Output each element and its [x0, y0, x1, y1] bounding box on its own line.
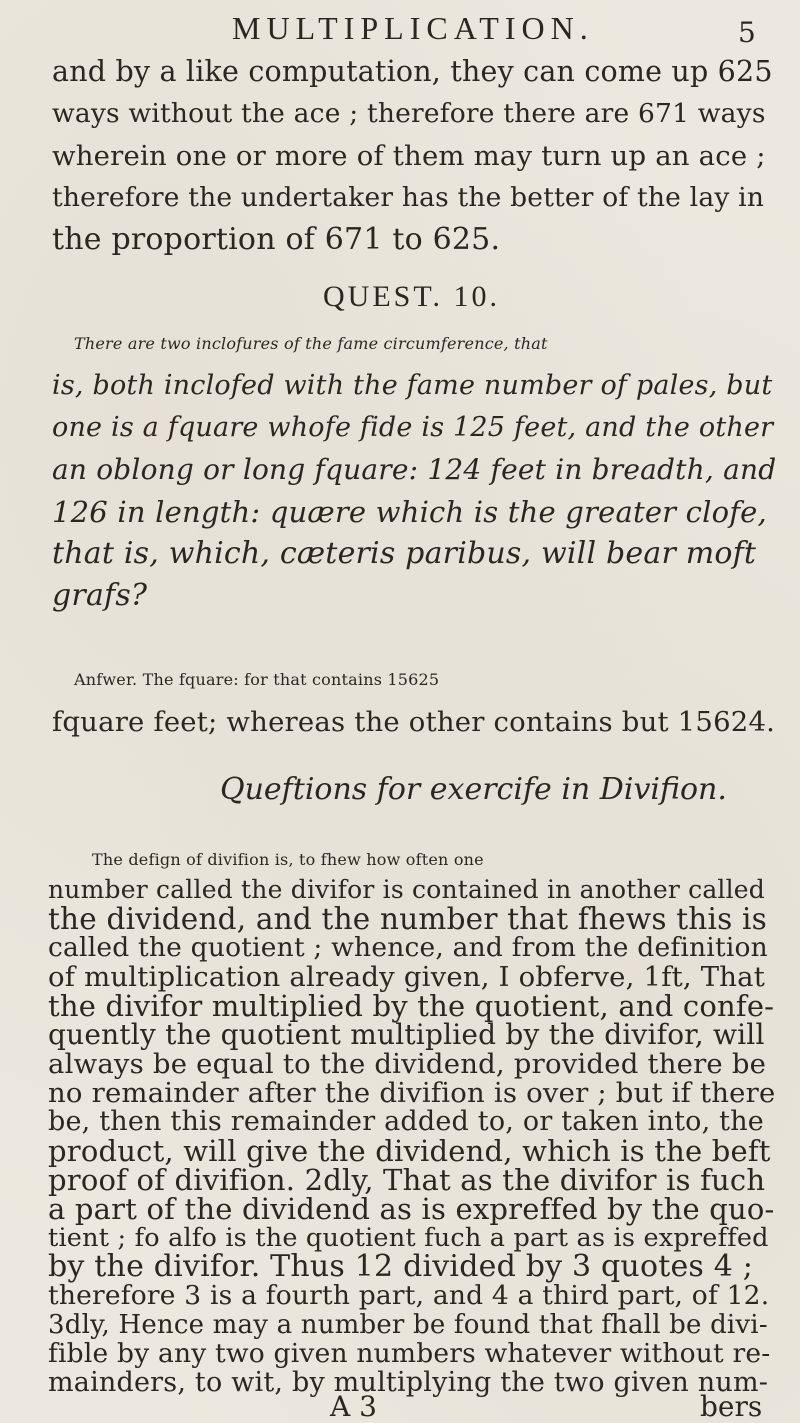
body-line: quently the quotient multiplied by the divifor, will: [48, 1018, 765, 1051]
section-heading: Queftions for exercife in Divifion.: [220, 772, 727, 807]
body-line: of multiplication already given, I obferve, 1ft, That: [48, 961, 766, 993]
signature-mark: A 3: [330, 1390, 377, 1423]
question-line: an oblong or long fquare: 124 feet in breadth, and: [52, 453, 777, 486]
question-heading: QUEST. 10.: [323, 280, 500, 313]
body-line: proof of divifion. 2dly, That as the divifor is fuch: [48, 1163, 766, 1197]
body-line: no remainder after the divifion is over ; but if there: [48, 1077, 776, 1109]
question-line: grafs?: [52, 578, 148, 613]
body-line: number called the divifor is contained in another called: [48, 875, 766, 904]
catchword: bers: [700, 1390, 763, 1423]
text-line: wherein one or more of them may turn up an ace ;: [52, 140, 766, 172]
body-line: fible by any two given numbers whatever without re-: [48, 1338, 771, 1369]
body-line: by the divifor. Thus 12 divided by 3 quotes 4 ;: [48, 1249, 754, 1284]
body-line: mainders, to wit, by multiplying the two given num-: [48, 1367, 769, 1398]
body-line: the dividend, and the number that fhews this is: [48, 902, 768, 936]
body-line: 3dly, Hence may a number be found that fhall be divi-: [48, 1310, 768, 1340]
body-line: always be equal to the dividend, provided there be: [48, 1048, 767, 1080]
answer-line: fquare feet; whereas the other contains but 15624.: [52, 706, 776, 738]
question-line: is, both inclofed with the fame number of pales, but: [52, 370, 773, 401]
body-line: the divifor multiplied by the quotient, and confe-: [48, 989, 775, 1023]
page-number: 5: [738, 16, 756, 49]
question-line: that is, which, cæteris paribus, will bear moft: [52, 536, 757, 571]
body-line: tient ; fo alfo is the quotient fuch a part as is expreffed: [48, 1223, 769, 1253]
text-line: ways without the ace ; therefore there are 671 ways: [52, 98, 766, 129]
text-line: the proportion of 671 to 625.: [52, 222, 501, 257]
body-line: The defign of divifion is, to fhew how often one: [92, 850, 484, 869]
answer-line: Anfwer. The fquare: for that contains 15625: [74, 670, 440, 689]
body-line: therefore 3 is a fourth part, and 4 a third part, of 12.: [48, 1280, 770, 1311]
question-line: 126 in length: quære which is the greater clofe,: [52, 495, 767, 529]
body-line: a part of the dividend as is expreffed by the quo-: [48, 1192, 775, 1226]
body-line: product, will give the dividend, which is the beft: [48, 1134, 771, 1168]
body-line: be, then this remainder added to, or taken into, the: [48, 1106, 764, 1137]
body-line: called the quotient ; whence, and from the definition: [48, 932, 768, 963]
running-head: MULTIPLICATION.: [232, 10, 594, 46]
text-line: therefore the undertaker has the better of the lay in: [52, 182, 765, 213]
question-line: There are two inclofures of the fame circumference, that: [74, 334, 548, 353]
text-line: and by a like computation, they can come up 625: [52, 55, 773, 88]
question-line: one is a fquare whofe fide is 125 feet, and the other: [52, 412, 774, 443]
